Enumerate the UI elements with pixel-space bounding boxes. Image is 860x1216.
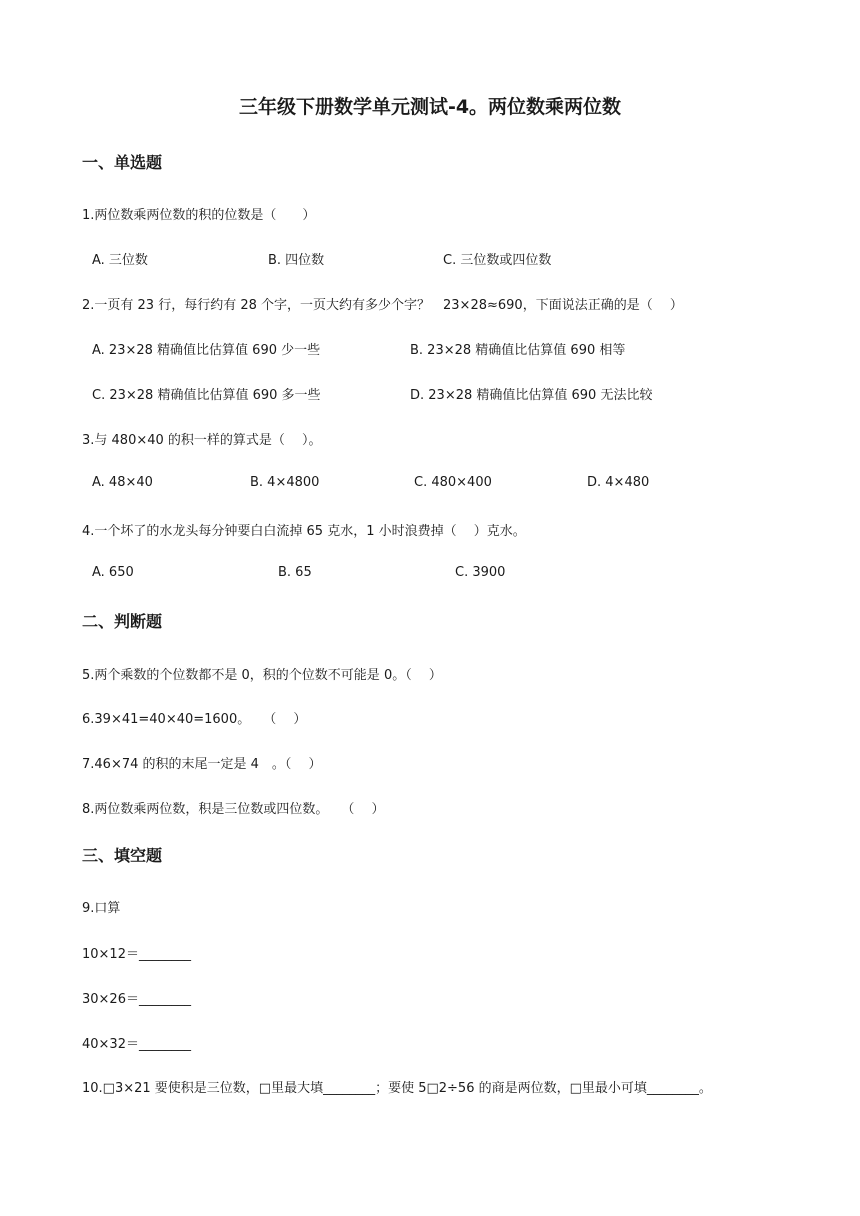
question-3: 3.与 480×40 的积一样的算式是（ ）。 (82, 433, 322, 448)
page-title: 三年级下册数学单元测试-4。两位数乘两位数 (238, 96, 622, 118)
question-6: 6.39×41=40×40=1600。 （ ） (82, 712, 307, 727)
question-3-option-c: C. 480×400 (414, 475, 492, 490)
question-2-option-d: D. 23×28 精确值比估算值 690 无法比较 (410, 388, 653, 403)
question-9-line-1: 10×12＝________ (82, 947, 191, 962)
question-4-option-c: C. 3900 (455, 565, 506, 580)
question-9: 9.口算 (82, 901, 121, 916)
question-3-option-b: B. 4×4800 (250, 475, 320, 490)
question-2-option-b: B. 23×28 精确值比估算值 690 相等 (410, 343, 626, 358)
question-4: 4.一个坏了的水龙头每分钟要白白流掉 65 克水，1 小时浪费掉（ ）克水。 (82, 524, 526, 539)
question-4-option-a: A. 650 (92, 565, 134, 580)
question-1-option-a: A. 三位数 (92, 253, 148, 268)
question-3-option-a: A. 48×40 (92, 475, 153, 490)
question-1: 1.两位数乘两位数的积的位数是（ ） (82, 208, 316, 223)
question-10: 10.□3×21 要使积是三位数，□里最大填________；要使 5□2÷56 的商是两位数，□里最小可填________。 (82, 1081, 712, 1096)
question-2: 2.一页有 23 行，每行约有 28 个字，一页大约有多少个字？ 23×28≈690，下面说法正确的是（ ） (82, 298, 683, 313)
question-2-option-c: C. 23×28 精确值比估算值 690 多一些 (92, 388, 321, 403)
question-1-option-b: B. 四位数 (268, 253, 325, 268)
section-heading-fill-blank: 三、填空题 (82, 846, 163, 865)
section-heading-true-false: 二、判断题 (82, 612, 163, 631)
question-7: 7.46×74 的积的末尾一定是 4 。（ ） (82, 757, 322, 772)
question-2-option-a: A. 23×28 精确值比估算值 690 少一些 (92, 343, 321, 358)
question-1-option-c: C. 三位数或四位数 (443, 253, 552, 268)
question-9-line-2: 30×26＝________ (82, 992, 191, 1007)
question-8: 8.两位数乘两位数，积是三位数或四位数。 （ ） (82, 802, 385, 817)
question-9-line-3: 40×32＝________ (82, 1037, 191, 1052)
question-4-option-b: B. 65 (278, 565, 312, 580)
section-heading-single-choice: 一、单选题 (82, 153, 163, 172)
question-5: 5.两个乘数的个位数都不是 0，积的个位数不可能是 0。（ ） (82, 668, 442, 683)
question-3-option-d: D. 4×480 (587, 475, 650, 490)
